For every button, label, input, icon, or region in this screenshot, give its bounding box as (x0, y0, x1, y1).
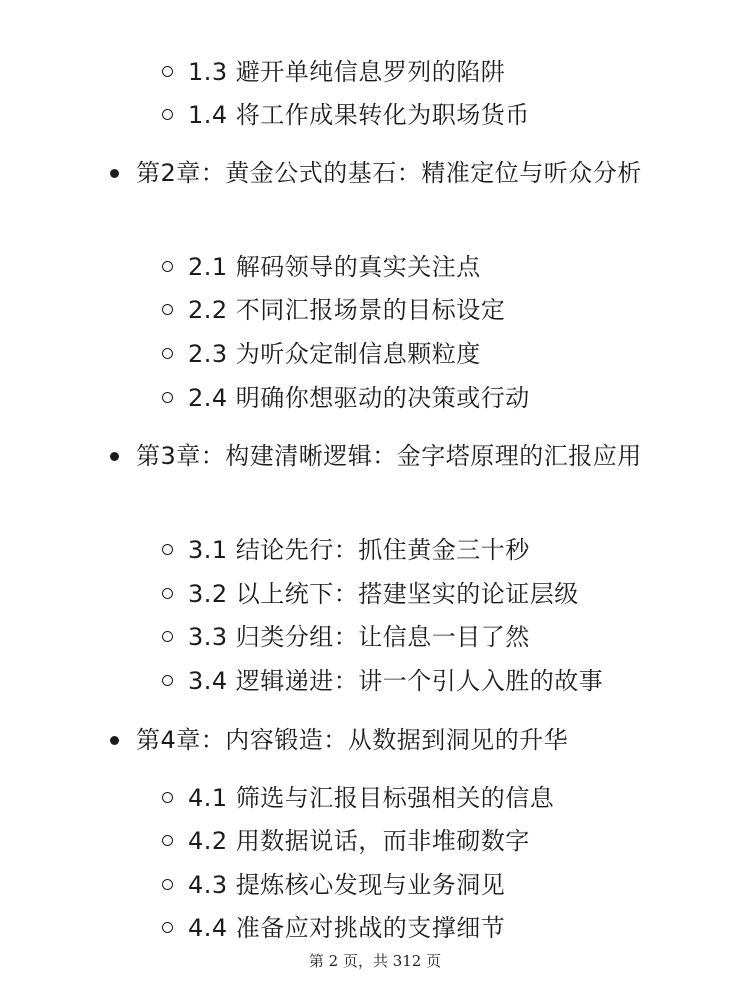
toc-section-label: 1.3 避开单纯信息罗列的陷阱 (188, 58, 506, 86)
hollow-bullet-icon (162, 392, 173, 403)
toc-chapter-title: 第3章：构建清晰逻辑：金字塔原理的汇报应用 (136, 442, 642, 470)
toc-section-label: 4.1 筛选与汇报目标强相关的信息 (188, 784, 555, 812)
hollow-bullet-icon (162, 675, 173, 686)
hollow-bullet-icon (162, 544, 173, 555)
hollow-bullet-icon (162, 922, 173, 933)
hollow-bullet-icon (162, 879, 173, 890)
filled-bullet-icon (110, 169, 119, 178)
hollow-bullet-icon (162, 588, 173, 599)
toc-section-label: 4.4 准备应对挑战的支撑细节 (188, 914, 506, 942)
hollow-bullet-icon (162, 348, 173, 359)
toc-section-label: 2.2 不同汇报场景的目标设定 (188, 296, 506, 324)
toc-section-label: 3.3 归类分组：让信息一目了然 (188, 623, 530, 651)
toc-chapter-title: 第4章：内容锻造：从数据到洞见的升华 (136, 726, 569, 754)
filled-bullet-icon (110, 452, 119, 461)
toc-section-label: 3.1 结论先行：抓住黄金三十秒 (188, 536, 530, 564)
toc-section-label: 1.4 将工作成果转化为职场货币 (188, 101, 530, 129)
hollow-bullet-icon (162, 792, 173, 803)
filled-bullet-icon (110, 736, 119, 745)
hollow-bullet-icon (162, 304, 173, 315)
toc-section-label: 3.4 逻辑递进：讲一个引人入胜的故事 (188, 667, 604, 695)
toc-section-label: 4.3 提炼核心发现与业务洞见 (188, 871, 506, 899)
toc-section-label: 2.1 解码领导的真实关注点 (188, 253, 481, 281)
hollow-bullet-icon (162, 631, 173, 642)
hollow-bullet-icon (162, 835, 173, 846)
hollow-bullet-icon (162, 109, 173, 120)
toc-section-label: 2.4 明确你想驱动的决策或行动 (188, 384, 530, 412)
toc-section-label: 2.3 为听众定制信息颗粒度 (188, 340, 481, 368)
page-number-footer: 第 2 页，共 312 页 (308, 952, 442, 970)
hollow-bullet-icon (162, 261, 173, 272)
toc-chapter-title: 第2章：黄金公式的基石：精准定位与听众分析 (136, 159, 642, 187)
hollow-bullet-icon (162, 66, 173, 77)
toc-section-label: 4.2 用数据说话，而非堆砌数字 (188, 827, 530, 855)
toc-section-label: 3.2 以上统下：搭建坚实的论证层级 (188, 580, 579, 608)
